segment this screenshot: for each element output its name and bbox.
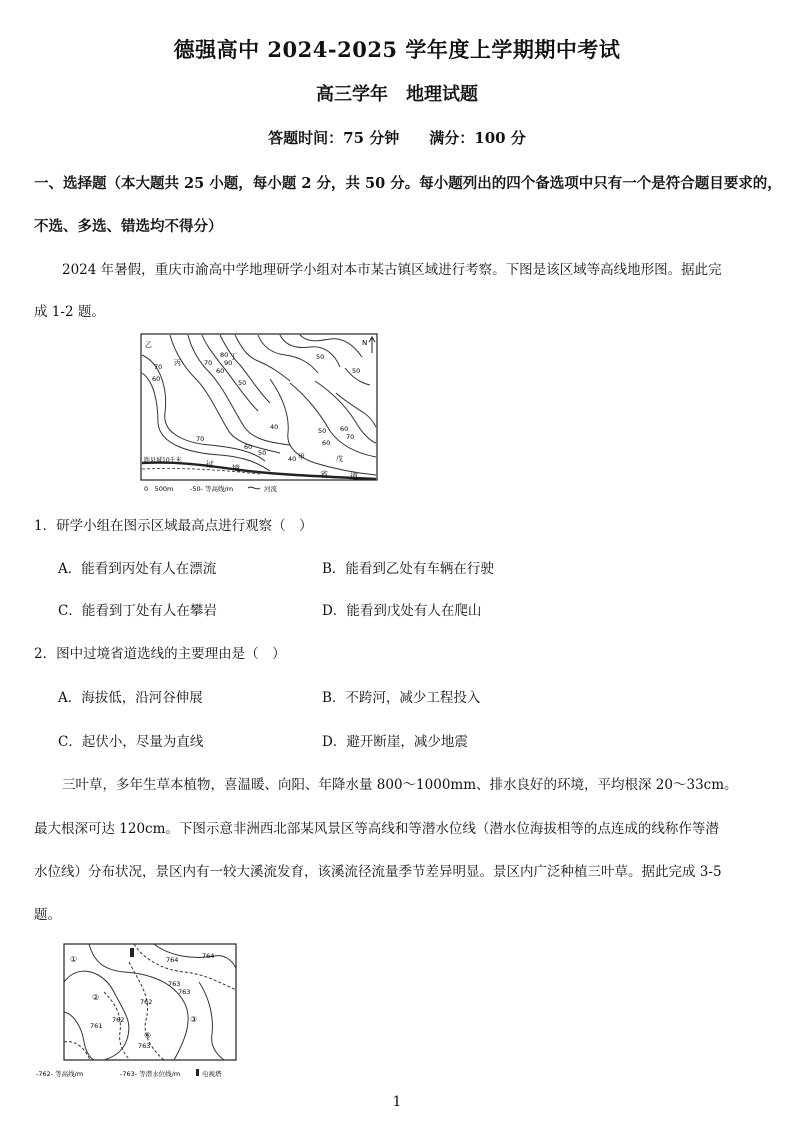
svg-text:763: 763: [168, 980, 181, 988]
label-ding: 丁: [230, 353, 237, 361]
question-1-option-c: C．能看到丁处有人在攀岩: [58, 603, 217, 619]
passage1-line1: 2024 年暑假，重庆市渝高中学地理研学小组对本市某古镇区域进行考察。下图是该区域等高线地形图。据此完: [62, 262, 722, 278]
svg-text:60: 60: [152, 375, 161, 383]
map2-legend-contour: -762- 等高线/m: [36, 1070, 84, 1078]
map2-legend-water: -763- 等潜水位线/m: [120, 1070, 181, 1078]
question-2-option-b: B．不跨河，减少工程投入: [322, 690, 481, 706]
passage2-line4: 题。: [34, 907, 61, 923]
svg-text:60: 60: [322, 439, 331, 447]
question-2-option-d: D．避开断崖，减少地震: [322, 734, 468, 750]
question-2-option-c: C．起伏小，尽量为直线: [58, 734, 204, 750]
svg-text:763: 763: [138, 1042, 151, 1050]
question-1-option-d: D．能看到戊处有人在爬山: [322, 603, 482, 619]
passage1-line2: 成 1-2 题。: [34, 304, 105, 320]
question-1-option-a: A．能看到丙处有人在漂流: [58, 561, 217, 577]
section-heading-line1: 一、选择题（本大题共 25 小题，每小题 2 分，共 50 分。每小题列出的四个备选项中只有一个是符合题目要求的，: [34, 175, 782, 192]
svg-text:761: 761: [90, 1022, 103, 1030]
map2-legend-tower: 电视塔: [202, 1070, 222, 1078]
svg-text:50: 50: [318, 427, 327, 435]
svg-text:80: 80: [220, 351, 229, 359]
label-yi: 乙: [145, 341, 152, 349]
svg-text:40: 40: [270, 423, 279, 431]
road-label-2: 境: [232, 464, 240, 473]
svg-text:50: 50: [352, 367, 361, 375]
passage2-line1: 三叶草，多年生草本植物，喜温暖、向阳、年降水量 800～1000mm、排水良好的环境，平均根深 20～33cm。: [62, 777, 738, 793]
svg-text:③: ③: [190, 1015, 198, 1024]
exam-info: 答题时间：75 分钟 满分：100 分: [268, 129, 526, 147]
legend-contour: -50- 等高线/m: [190, 485, 234, 493]
question-1-stem: 1．研学小组在图示区域最高点进行观察（ ）: [34, 518, 313, 534]
svg-text:70: 70: [204, 359, 213, 367]
label-jia: 甲: [298, 453, 305, 461]
svg-text:40: 40: [288, 455, 297, 463]
svg-text:①: ①: [70, 955, 78, 964]
page-number: 1: [392, 1094, 402, 1110]
svg-text:90: 90: [224, 359, 233, 367]
exam-title: 德强高中 2024-2025 学年度上学期期中考试: [173, 37, 621, 62]
contour-map-1: [140, 333, 378, 495]
svg-text:70: 70: [196, 435, 205, 443]
svg-text:60: 60: [244, 443, 253, 451]
svg-text:50: 50: [316, 353, 325, 361]
exam-subtitle: 高三学年 地理试题: [316, 84, 478, 105]
svg-text:763: 763: [178, 988, 191, 996]
question-2-option-a: A．海拔低，沿河谷伸展: [58, 690, 203, 706]
legend-tower-icon: [196, 1069, 199, 1076]
svg-text:70: 70: [346, 433, 355, 441]
north-arrow-label: N: [362, 339, 368, 347]
tv-tower-icon: [130, 948, 134, 957]
passage2-line2: 最大根深可达 120cm。下图示意非洲西北部某风景区等高线和等潜水位线（潜水位海拔相等的点连成的线称作等潜: [34, 821, 719, 837]
passage2-line3: 水位线）分布状况，景区内有一较大溪流发育，该溪流径流量季节差异明显。景区内广泛种植三叶草。据此完成 3-5: [34, 864, 722, 880]
road-label-4: 道: [350, 472, 358, 481]
label-bing: 丙: [174, 359, 181, 367]
svg-text:②: ②: [92, 993, 100, 1002]
label-wu: 戊: [336, 455, 343, 463]
svg-text:762: 762: [140, 998, 153, 1006]
svg-text:764: 764: [202, 952, 215, 960]
legend-scale: 0 500m: [144, 485, 174, 493]
svg-text:762: 762: [112, 1016, 125, 1024]
svg-text:70: 70: [154, 363, 163, 371]
svg-text:60: 60: [340, 425, 349, 433]
legend-river: 河流: [264, 485, 277, 493]
svg-text:60: 60: [216, 367, 225, 375]
svg-text:④: ④: [144, 1031, 152, 1040]
road-label-3: 省: [320, 470, 328, 479]
question-2-stem: 2．图中过境省道选线的主要理由是（ ）: [34, 646, 286, 662]
road-start-label: 距县城10千米: [144, 457, 182, 464]
road-label-1: 过: [206, 460, 214, 469]
contour-map-2: [34, 942, 266, 1084]
contour-map-2-svg: [34, 942, 266, 1084]
legend-river-icon: [248, 487, 260, 489]
contour-map-1-svg: [140, 333, 378, 495]
question-1-option-b: B．能看到乙处有车辆在行驶: [322, 561, 494, 577]
svg-text:764: 764: [166, 956, 179, 964]
svg-text:50: 50: [258, 449, 267, 457]
section-heading-line2: 不选、多选、错选均不得分）: [34, 218, 223, 235]
svg-text:50: 50: [238, 379, 247, 387]
